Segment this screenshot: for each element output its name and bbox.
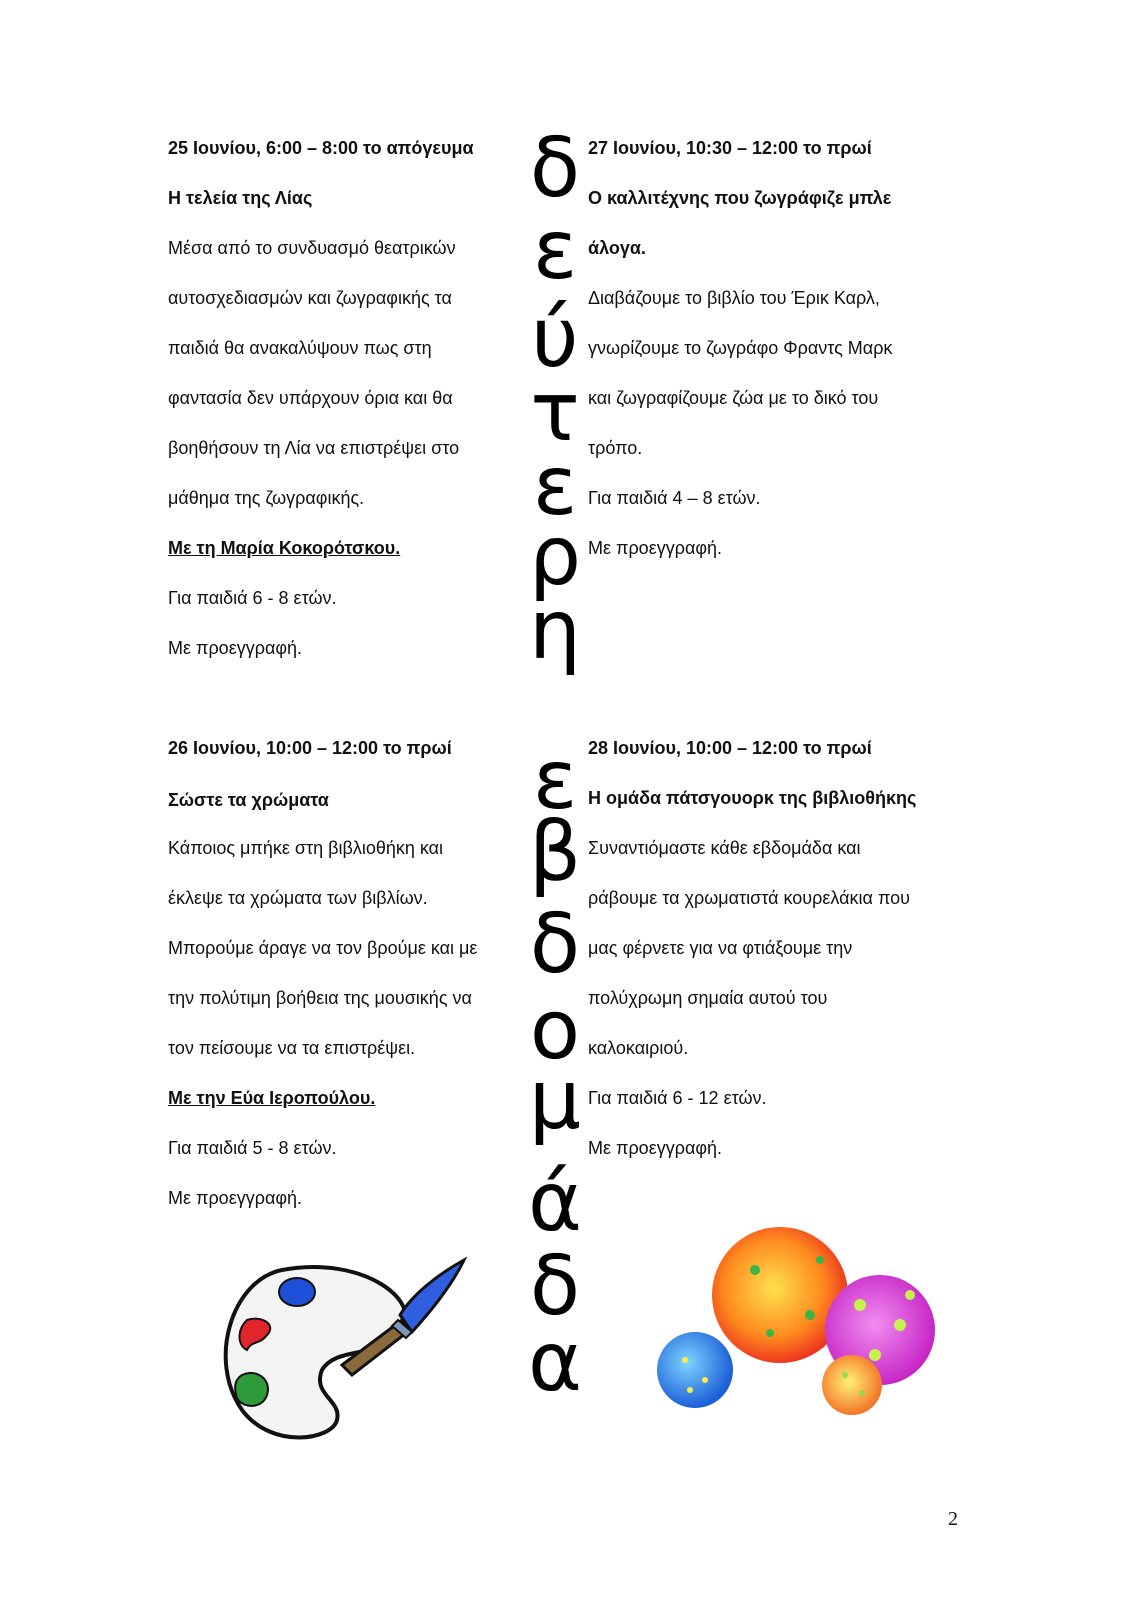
vertical-title-letter: ο (529, 983, 581, 1078)
vertical-title-letter: δ (529, 897, 581, 992)
event-desc-line: πολύχρωμη σημαία αυτού του (588, 988, 828, 1008)
vertical-title-letter: ε (532, 439, 578, 534)
event-desc-line: τρόπο. (588, 438, 643, 458)
event-date: 26 Ιουνίου, 10:00 – 12:00 το πρωί (168, 738, 452, 758)
event-desc-line: Διαβάζουμε το βιβλίο του Έρικ Καρλ, (588, 288, 880, 308)
event-desc-line: ράβουμε τα χρωματιστά κουρελάκια που (588, 888, 910, 908)
event-desc-line: μας φέρνετε για να φτιάξουμε την (588, 938, 853, 958)
event-desc-line: αυτοσχεδιασμών και ζωγραφικής τα (168, 288, 452, 308)
event-registration: Με προεγγραφή. (168, 638, 303, 658)
event-registration: Με προεγγραφή. (588, 538, 723, 558)
page-number: 2 (948, 1508, 958, 1530)
event-host: Με τη Μαρία Κοκορότσκου. (168, 538, 401, 558)
vertical-title-letter: τ (530, 365, 580, 460)
event-title: Η ομάδα πάτσγουορκ της βιβλιοθήκης (588, 788, 917, 808)
event-ages: Για παιδιά 6 - 8 ετών. (168, 588, 337, 608)
event-desc-line: φαντασία δεν υπάρχουν όρια και θα (168, 388, 453, 408)
vertical-title-letter: ε (532, 733, 578, 828)
event-title-line: άλογα. (588, 238, 646, 258)
vertical-title-letter: ύ (531, 291, 579, 386)
vertical-title-letter: μ (528, 1053, 582, 1148)
event-ages: Για παιδιά 4 – 8 ετών. (588, 488, 761, 508)
event-title: Σώστε τα χρώματα (168, 790, 329, 810)
event-title-line: Ο καλλιτέχνης που ζωγράφιζε μπλε (588, 188, 892, 208)
event-desc-line: μάθημα της ζωγραφικής. (168, 488, 365, 508)
event-desc-line: έκλεψε τα χρώματα των βιβλίων. (168, 888, 428, 908)
event-ages: Για παιδιά 6 - 12 ετών. (588, 1088, 767, 1108)
event-date: 28 Ιουνίου, 10:00 – 12:00 το πρωί (588, 738, 872, 758)
vertical-title-letter: β (528, 805, 582, 900)
event-desc-line: και ζωγραφίζουμε ζώα με το δικό του (588, 388, 879, 408)
event-ages: Για παιδιά 5 - 8 ετών. (168, 1138, 337, 1158)
event-registration: Με προεγγραφή. (588, 1138, 723, 1158)
event-title: Η τελεία της Λίας (168, 188, 313, 208)
event-date: 25 Ιουνίου, 6:00 – 8:00 το απόγευμα (168, 138, 474, 158)
paint-palette-illustration (212, 1250, 482, 1450)
event-date: 27 Ιουνίου, 10:30 – 12:00 το πρωί (588, 138, 872, 158)
vertical-title-letter: ε (532, 203, 578, 298)
vertical-title-letter: ά (527, 1155, 583, 1250)
vertical-title-letter: η (529, 583, 581, 678)
event-desc-line: Μπορούμε άραγε να τον βρούμε και με (168, 938, 478, 958)
event-desc-line: Κάποιος μπήκε στη βιβλιοθήκη και (168, 838, 444, 858)
event-desc-line: καλοκαιριού. (588, 1038, 689, 1058)
event-desc-line: παιδιά θα ανακαλύψουν πως στη (168, 338, 432, 358)
vertical-title-letter: ρ (528, 509, 582, 604)
event-desc-line: τον πείσουμε να τα επιστρέψει. (168, 1038, 416, 1058)
event-host: Με την Εύα Ιεροπούλου. (168, 1088, 376, 1108)
event-desc-line: Μέσα από το συνδυασμό θεατρικών (168, 238, 456, 258)
vertical-title-letter: δ (529, 1239, 581, 1334)
event-desc-line: Συναντιόμαστε κάθε εβδομάδα και (588, 838, 861, 858)
ball-icon (657, 1332, 733, 1408)
vertical-title-letter: α (527, 1315, 583, 1410)
event-desc-line: βοηθήσουν τη Λία να επιστρέψει στο (168, 438, 460, 458)
colorful-balls-illustration (640, 1215, 950, 1435)
event-desc-line: την πολύτιμη βοήθεια της μουσικής να (168, 988, 472, 1008)
ball-icon (822, 1355, 882, 1415)
event-registration: Με προεγγραφή. (168, 1188, 303, 1208)
vertical-title-letter: δ (529, 121, 581, 216)
event-desc-line: γνωρίζουμε το ζωγράφο Φραντς Μαρκ (588, 338, 893, 358)
